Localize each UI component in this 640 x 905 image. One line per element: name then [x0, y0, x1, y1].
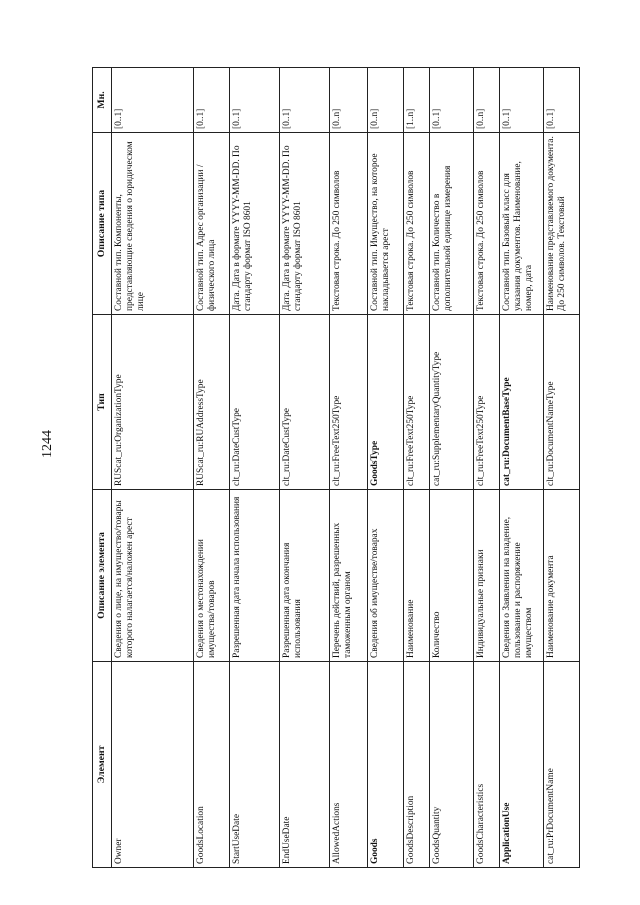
cell-element: StartUseDate — [229, 662, 279, 868]
cell-type-desc: Дата. Дата в формате YYYY-MM-DD. По стандарту формат ISO 8601 — [279, 133, 329, 315]
cell-element: AllowedActions — [329, 662, 367, 868]
table-row — [429, 68, 473, 868]
cell-mn: [0..n] — [329, 68, 367, 133]
cell-element: GoodsLocation — [193, 662, 229, 868]
cell-type-desc: Составной тип. Имущество, на которое накладывается арест — [367, 133, 403, 315]
cell-element-desc: Сведения о местонахождении имущества/товаров — [193, 490, 229, 662]
header-element: Элемент — [93, 662, 112, 868]
elements-table — [92, 67, 580, 868]
cell-type-desc: Дата. Дата в формате YYYY-MM-DD. По стандарту формат ISO 8601 — [229, 133, 279, 315]
table-row — [403, 68, 429, 868]
table-row — [499, 68, 543, 868]
cell-mn: [0..n] — [473, 68, 499, 133]
cell-mn: [1..n] — [403, 68, 429, 133]
cell-element-desc: Сведения об имуществе/товарах — [367, 490, 403, 662]
cell-type: RUScat_ru:OrganizationType — [111, 315, 193, 490]
cell-type: cat_ru:SupplementaryQuantityType — [429, 315, 473, 490]
cell-type: cat_ru:DocumentBaseType — [499, 315, 543, 490]
cell-type-desc: Наименование представляемого документа. До 250 символов. Текстовый — [543, 133, 579, 315]
page-number: 1244 — [40, 430, 55, 458]
cell-type-desc: Текстовая строка. До 250 символов — [329, 133, 367, 315]
cell-type-desc: Составной тип. Количество в дополнительной единице измерения — [429, 133, 473, 315]
cell-element: GoodsDescription — [403, 662, 429, 868]
cell-element: GoodsQuantity — [429, 662, 473, 868]
table-row — [279, 68, 329, 868]
header-row — [93, 68, 112, 868]
cell-type: clt_ru:FreeText250Type — [403, 315, 429, 490]
table-row — [543, 68, 579, 868]
table-row — [329, 68, 367, 868]
cell-element: cat_ru:PrDocumentName — [543, 662, 579, 868]
table-row — [229, 68, 279, 868]
cell-element-desc: Разрешенная дата начала использования — [229, 490, 279, 662]
cell-type: clt_ru:DateCustType — [229, 315, 279, 490]
cell-element: EndUseDate — [279, 662, 329, 868]
cell-type-desc: Текстовая строка. До 250 символов — [403, 133, 429, 315]
cell-mn: [0..1] — [229, 68, 279, 133]
cell-element: Goods — [367, 662, 403, 868]
header-mn: Мн. — [93, 68, 112, 133]
cell-type-desc: Составной тип. Компоненты, представляющие сведения о юридическом лице — [111, 133, 193, 315]
cell-type-desc: Текстовая строка. До 250 символов — [473, 133, 499, 315]
cell-mn: [0..1] — [111, 68, 193, 133]
cell-element-desc: Наименование документа — [543, 490, 579, 662]
table-row — [193, 68, 229, 868]
cell-element-desc: Наименование — [403, 490, 429, 662]
cell-type-desc: Составной тип. Адрес организации / физического лица — [193, 133, 229, 315]
table-row — [473, 68, 499, 868]
cell-element: ApplicationUse — [499, 662, 543, 868]
cell-mn: [0..1] — [429, 68, 473, 133]
cell-element-desc: Количество — [429, 490, 473, 662]
table-row — [111, 68, 193, 868]
cell-type: clt_ru:DateCustType — [279, 315, 329, 490]
cell-mn: [0..1] — [279, 68, 329, 133]
cell-element: Owner — [111, 662, 193, 868]
header-type-desc: Описание типа — [93, 133, 112, 315]
cell-type: RUScat_ru:RUAddressType — [193, 315, 229, 490]
cell-mn: [0..1] — [193, 68, 229, 133]
header-type: Тип — [93, 315, 112, 490]
cell-mn: [0..1] — [499, 68, 543, 133]
cell-type: GoodsType — [367, 315, 403, 490]
cell-mn: [0..n] — [367, 68, 403, 133]
cell-element: GoodsCharacteristics — [473, 662, 499, 868]
cell-element-desc: Перечень действий, разрешенных таможенным органом — [329, 490, 367, 662]
cell-element-desc: Индивидуальные признаки — [473, 490, 499, 662]
cell-type: clt_ru:FreeText250Type — [473, 315, 499, 490]
cell-type: clt_ru:DocumentNameType — [543, 315, 579, 490]
header-element-desc: Описание элемента — [93, 490, 112, 662]
cell-type-desc: Составной тип. Базовый класс для указания документов. Наименование, номер, дата — [499, 133, 543, 315]
table-row — [367, 68, 403, 868]
cell-type: clt_ru:FreeText250Type — [329, 315, 367, 490]
table-container — [92, 68, 580, 868]
cell-element-desc: Сведения о Заявлении на владение, пользование и распоряжение имуществом — [499, 490, 543, 662]
cell-element-desc: Сведения о лице, на имущество/товары которого налагается/наложен арест — [111, 490, 193, 662]
cell-element-desc: Разрешенная дата окончания использования — [279, 490, 329, 662]
cell-mn: [0..1] — [543, 68, 579, 133]
